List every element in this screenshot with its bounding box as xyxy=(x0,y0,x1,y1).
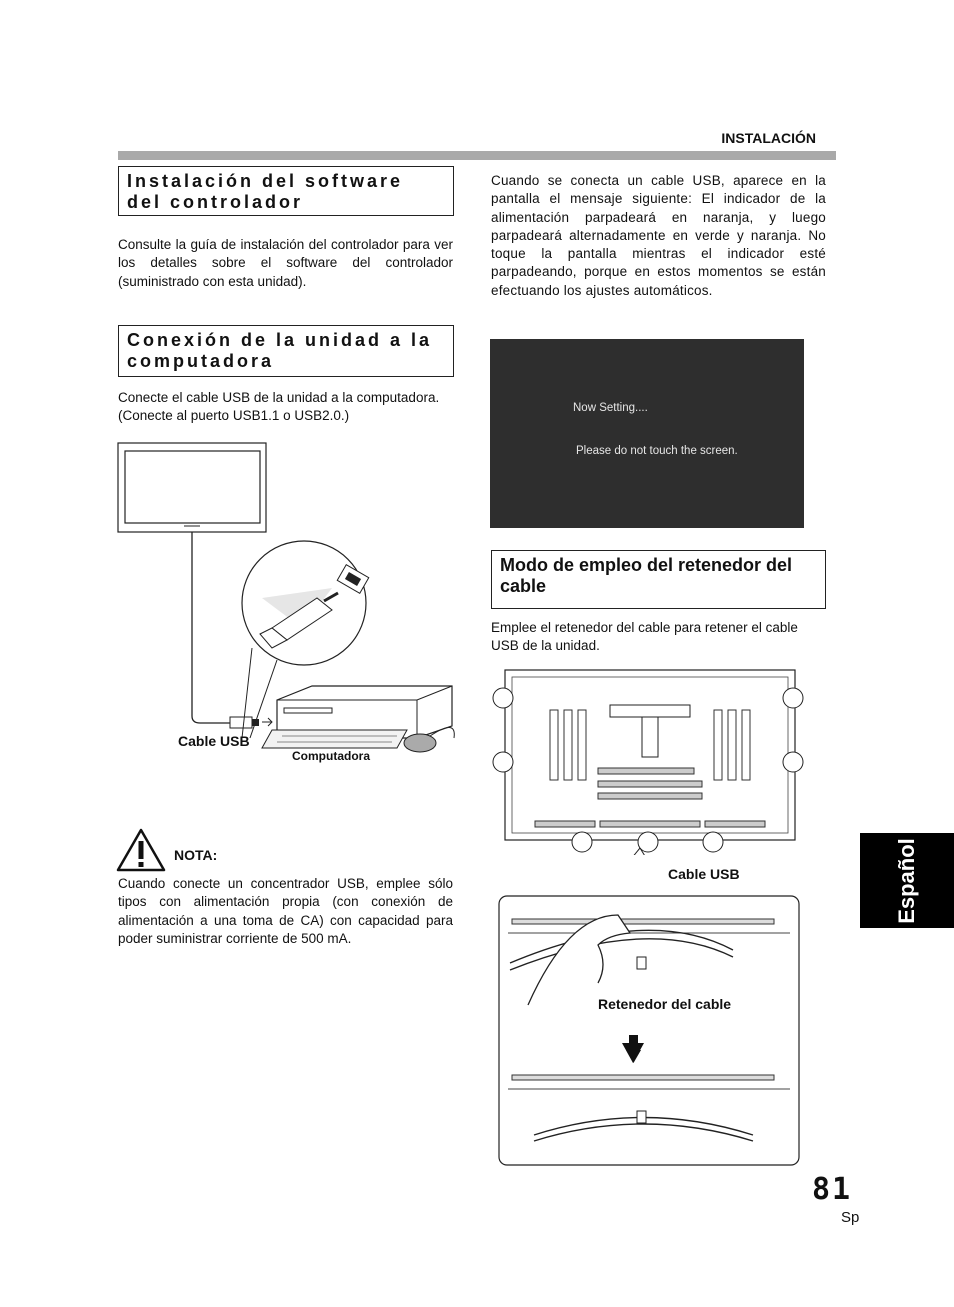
section-title-retainer: Modo de empleo del retenedor del cable xyxy=(491,550,826,609)
computer-label: Computadora xyxy=(292,749,370,763)
screen-message-intro: Cuando se conecta un cable USB, aparece en la pantalla el mensaje siguiente: El indicador de la alimentación parpadeará en naranja, y luego parpadeará alternadamente en verde y naranja. No toque la pantalla mientras el indicador esté parpadeando, porque en estos momentos se están efectuando los ajustes automáticos. xyxy=(491,173,826,298)
cable-usb-label-right: Cable USB xyxy=(668,866,740,882)
cable-usb-label: Cable USB xyxy=(178,733,250,749)
panel-rear-diagram xyxy=(490,665,810,855)
section-title-software: Instalación del software del controlador xyxy=(118,166,454,216)
note-title: NOTA: xyxy=(174,847,218,863)
note-body: Cuando conecte un concentrador USB, emplee sólo tipos con alimentación propia (con conexión de alimentación a una toma de CA) con capacidad para poder suministrar corriente de 500 mA. xyxy=(118,876,453,946)
setting-screen-image xyxy=(490,339,804,528)
screen-message-line-1: Now Setting.... xyxy=(573,402,648,414)
warning-icon xyxy=(116,828,166,872)
section-body-software: Consulte la guía de instalación del controlador para ver los detalles sobre el software del controlador (suministrado con esta unidad). xyxy=(118,237,453,289)
page-language-code: Sp xyxy=(841,1209,860,1226)
language-side-tab xyxy=(860,833,954,928)
section-body-retainer: Emplee el retenedor del cable para retener el cable USB de la unidad. xyxy=(491,620,798,654)
running-header: INSTALACIÓN xyxy=(721,130,816,146)
display-monitor-illustration xyxy=(118,443,266,532)
page-number: 81 xyxy=(812,1172,853,1207)
connection-diagram xyxy=(112,438,462,768)
section-body-connection: Conecte el cable USB de la unidad a la computadora. (Conecte al puerto USB1.1 o USB2.0.) xyxy=(118,390,440,424)
usb-cable-line xyxy=(192,532,230,723)
language-tab-label: Español xyxy=(894,837,919,924)
cable-retainer-detail xyxy=(498,895,801,1167)
header-rule xyxy=(118,151,836,160)
usb-plug-icon xyxy=(230,717,272,728)
cable-retainer-label: Retenedor del cable xyxy=(598,996,732,1012)
retainer-clip xyxy=(637,957,646,969)
section-title-connection: Conexión de la unidad a la computadora xyxy=(118,325,454,377)
computer-illustration xyxy=(262,686,454,752)
screen-message-line-2: Please do not touch the screen. xyxy=(576,445,738,457)
